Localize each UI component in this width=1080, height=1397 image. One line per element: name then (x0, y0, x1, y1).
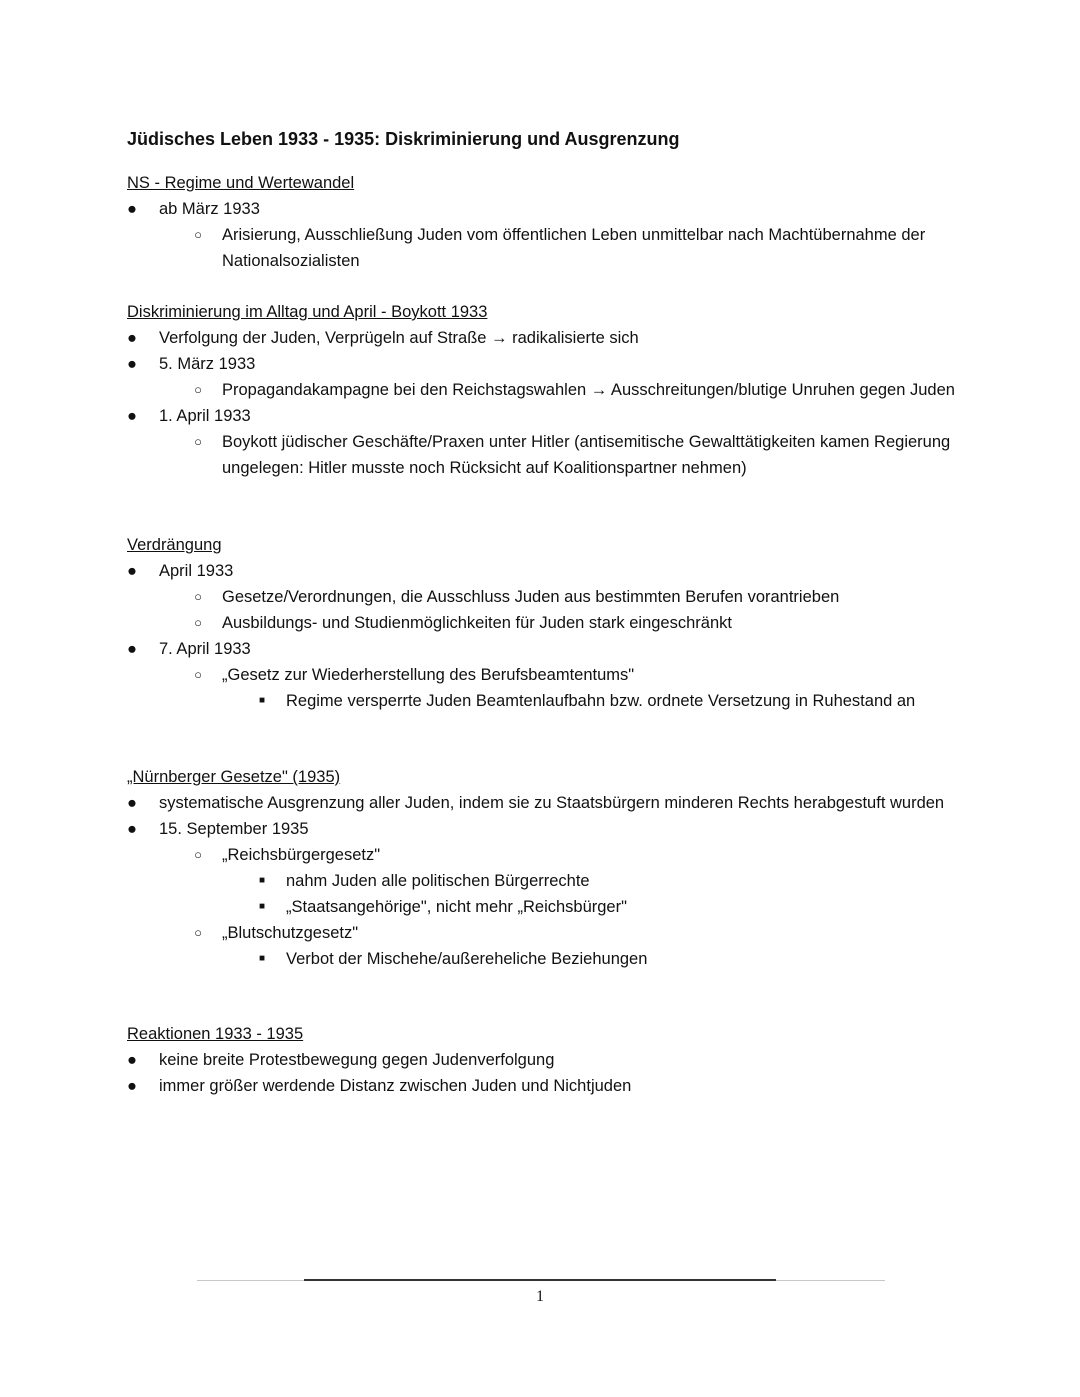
bullet-square-icon: ■ (258, 953, 266, 964)
section-verdraengung (127, 532, 957, 714)
sub-list (159, 842, 957, 972)
bullet-list (127, 558, 957, 714)
list-item: ● 15. September 1935 ○ „Reichsbürgergesetz" ■ nahm Juden alle politischen Bürgerrechte ■ „Staatsangehörige", nicht mehr „Reichsbürger" ○ „Blutschutzgesetz" ■ Verbot der Mischehe/außereheliche Beziehungen (127, 816, 957, 972)
sub-list (159, 662, 957, 714)
bullet-disc-icon: ● (127, 1051, 137, 1069)
list-item: ○ „Gesetz zur Wiederherstellung des Berufsbeamtentums" ■ Regime versperrte Juden Beamtenlaufbahn bzw. ordnete Versetzung in Ruhestand an (159, 662, 957, 714)
sub-sub-list (222, 868, 957, 920)
bullet-square-icon: ■ (258, 901, 266, 912)
bullet-disc-icon: ● (127, 794, 137, 812)
list-item: ○ Boykott jüdischer Geschäfte/Praxen unter Hitler (antisemitische Gewalttätigkeiten kamen Regierung ungelegen: Hitler musste noch Rücksicht auf Koalitionspartner nehmen) (159, 429, 957, 481)
bullet-circle-icon: ○ (194, 615, 202, 630)
bullet-disc-icon: ● (127, 200, 137, 218)
list-item: ● April 1933 ○ Gesetze/Verordnungen, die Ausschluss Juden aus bestimmten Berufen vorantrieben ○ Ausbildungs- und Studienmöglichkeiten für Juden stark eingeschränkt (127, 558, 957, 636)
sub-list (159, 377, 957, 403)
sub-sub-list (222, 946, 957, 972)
list-item: ● 7. April 1933 ○ „Gesetz zur Wiederherstellung des Berufsbeamtentums" ■ Regime versperrte Juden Beamtenlaufbahn bzw. ordnete Versetzung in Ruhestand an (127, 636, 957, 714)
page-title: Jüdisches Leben 1933 - 1935: Diskriminierung und Ausgrenzung (127, 129, 680, 149)
bullet-circle-icon: ○ (194, 589, 202, 604)
page-number: 1 (536, 1288, 544, 1305)
list-item: ● keine breite Protestbewegung gegen Judenverfolgung (127, 1047, 957, 1073)
bullet-circle-icon: ○ (194, 227, 202, 242)
section-nuernberger-gesetze (127, 764, 957, 972)
bullet-list (127, 325, 957, 481)
list-item: ○ Arisierung, Ausschließung Juden vom öffentlichen Leben unmittelbar nach Machtübernahme der Nationalsozialisten (159, 222, 957, 274)
list-item: ● 5. März 1933 ○ Propagandakampagne bei den Reichstagswahlen → Ausschreitungen/blutige Unruhen gegen Juden (127, 351, 957, 403)
bullet-circle-icon: ○ (194, 382, 202, 397)
list-item: ○ Gesetze/Verordnungen, die Ausschluss Juden aus bestimmten Berufen vorantrieben (159, 584, 957, 610)
sub-list (159, 584, 957, 636)
list-item: ● 1. April 1933 ○ Boykott jüdischer Geschäfte/Praxen unter Hitler (antisemitische Gewalttätigkeiten kamen Regierung ungelegen: Hitler musste noch Rücksicht auf Koalitionspartner nehmen) (127, 403, 957, 481)
sub-list (159, 429, 957, 481)
section-heading: „Nürnberger Gesetze" (1935) (127, 768, 341, 786)
list-item: ○ „Reichsbürgergesetz" ■ nahm Juden alle politischen Bürgerrechte ■ „Staatsangehörige", nicht mehr „Reichsbürger" (159, 842, 957, 920)
section-heading: Verdrängung (127, 536, 222, 554)
sub-list (159, 222, 957, 274)
list-item: ○ „Blutschutzgesetz" ■ Verbot der Mischehe/außereheliche Beziehungen (159, 920, 957, 972)
section-ns-regime (127, 170, 957, 274)
bullet-circle-icon: ○ (194, 667, 202, 682)
list-item: ● Verfolgung der Juden, Verprügeln auf Straße → radikalisierte sich (127, 325, 957, 351)
list-item: ○ Ausbildungs- und Studienmöglichkeiten für Juden stark eingeschränkt (159, 610, 957, 636)
section-heading: Reaktionen 1933 - 1935 (127, 1025, 304, 1043)
bullet-square-icon: ■ (258, 875, 266, 886)
list-item: ■ „Staatsangehörige", nicht mehr „Reichsbürger" (159, 894, 957, 920)
list-item: ○ Propagandakampagne bei den Reichstagswahlen → Ausschreitungen/blutige Unruhen gegen Juden (159, 377, 957, 403)
bullet-disc-icon: ● (127, 355, 137, 373)
list-item: ■ nahm Juden alle politischen Bürgerrechte (159, 868, 957, 894)
list-item: ■ Regime versperrte Juden Beamtenlaufbahn bzw. ordnete Versetzung in Ruhestand an (159, 688, 957, 714)
footer-divider-accent (304, 1279, 776, 1281)
section-reaktionen (127, 1021, 957, 1099)
bullet-disc-icon: ● (127, 640, 137, 658)
section-diskriminierung (127, 299, 957, 481)
bullet-circle-icon: ○ (194, 434, 202, 449)
list-item: ■ Verbot der Mischehe/außereheliche Beziehungen (159, 946, 957, 972)
sub-sub-list (222, 688, 957, 714)
bullet-disc-icon: ● (127, 820, 137, 838)
bullet-disc-icon: ● (127, 329, 137, 347)
bullet-square-icon: ■ (258, 695, 266, 706)
bullet-list (127, 1047, 957, 1099)
section-heading: NS - Regime und Wertewandel (127, 174, 355, 192)
bullet-circle-icon: ○ (194, 925, 202, 940)
bullet-circle-icon: ○ (194, 847, 202, 862)
bullet-list (127, 790, 957, 972)
section-heading: Diskriminierung im Alltag und April - Boykott 1933 (127, 303, 488, 321)
bullet-disc-icon: ● (127, 1077, 137, 1095)
list-item: ● immer größer werdende Distanz zwischen Juden und Nichtjuden (127, 1073, 957, 1099)
list-item: ● systematische Ausgrenzung aller Juden, indem sie zu Staatsbürgern minderen Rechts herabgestuft wurden (127, 790, 957, 816)
bullet-list (127, 196, 957, 274)
bullet-disc-icon: ● (127, 562, 137, 580)
list-item: ● ab März 1933 ○ Arisierung, Ausschließung Juden vom öffentlichen Leben unmittelbar nach Machtübernahme der Nationalsozialisten (127, 196, 957, 274)
bullet-disc-icon: ● (127, 407, 137, 425)
